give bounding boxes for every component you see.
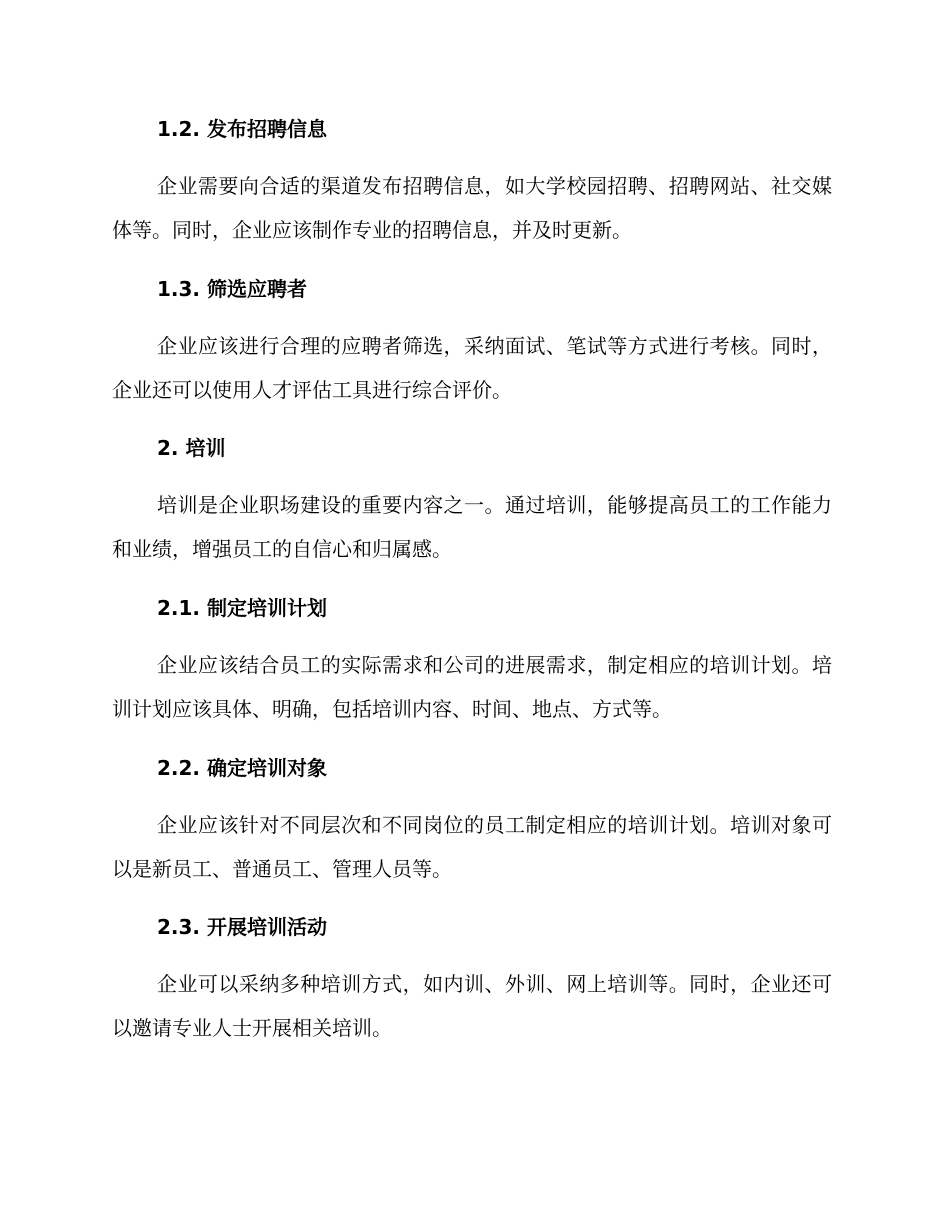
section-heading-2-1: 2.1. 制定培训计划 xyxy=(157,596,327,620)
section-heading-1-3: 1.3. 筛选应聘者 xyxy=(157,277,307,301)
section-heading-1-2: 1.2. 发布招聘信息 xyxy=(157,117,327,141)
section-body-2-2: 企业应该针对不同层次和不同岗位的员工制定相应的培训计划。培训对象可以是新员工、普通员工、管理人员等。 xyxy=(112,813,832,881)
section-body-2-3: 企业可以采纳多种培训方式，如内训、外训、网上培训等。同时，企业还可以邀请专业人士开展相关培训。 xyxy=(112,972,832,1040)
section-heading-2-2: 2.2. 确定培训对象 xyxy=(157,756,327,780)
section-heading-2: 2. 培训 xyxy=(157,436,226,460)
section-body-1-2: 企业需要向合适的渠道发布招聘信息，如大学校园招聘、招聘网站、社交媒体等。同时，企业应该制作专业的招聘信息，并及时更新。 xyxy=(112,174,832,242)
section-heading-2-3: 2.3. 开展培训活动 xyxy=(157,915,327,939)
section-body-2: 培训是企业职场建设的重要内容之一。通过培训，能够提高员工的工作能力和业绩，增强员工的自信心和归属感。 xyxy=(112,493,832,561)
section-body-2-1: 企业应该结合员工的实际需求和公司的进展需求，制定相应的培训计划。培训计划应该具体、明确，包括培训内容、时间、地点、方式等。 xyxy=(112,653,832,721)
section-body-1-3: 企业应该进行合理的应聘者筛选，采纳面试、笔试等方式进行考核。同时，企业还可以使用人才评估工具进行综合评价。 xyxy=(112,334,832,402)
